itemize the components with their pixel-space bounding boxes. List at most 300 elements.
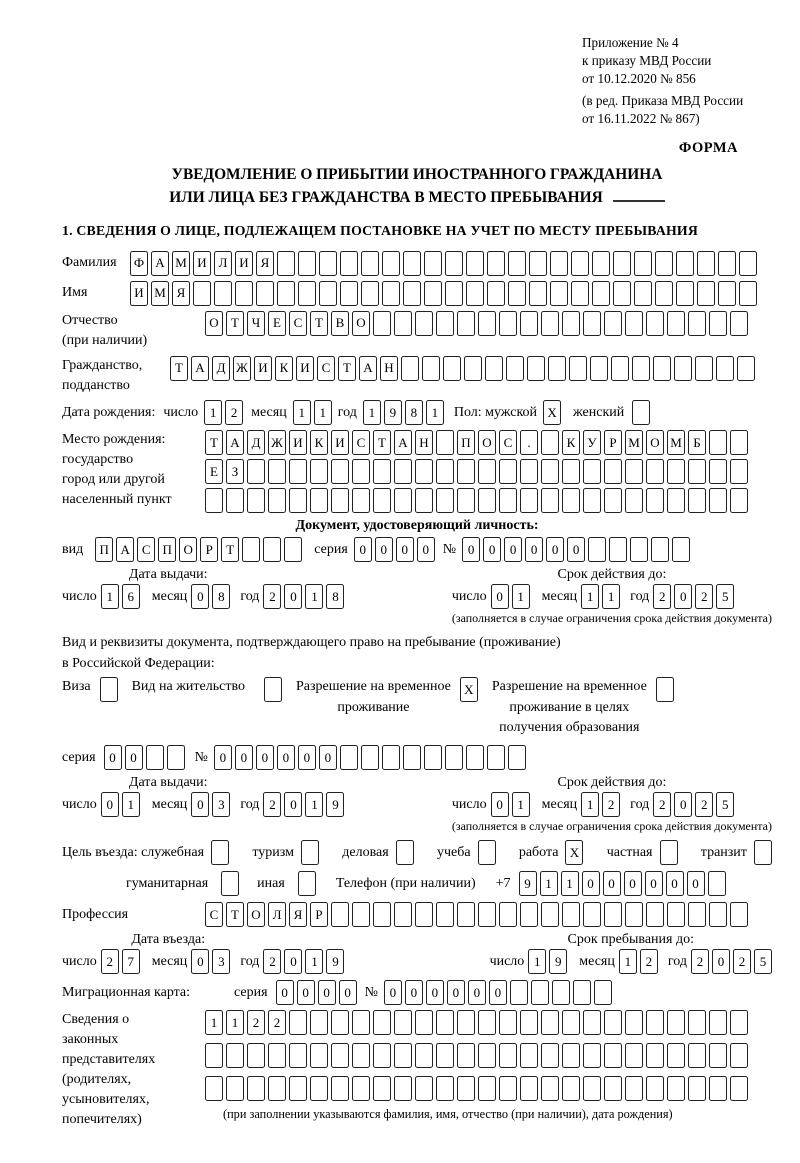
char-cell[interactable]: [520, 1043, 538, 1068]
char-cell[interactable]: 1: [226, 1010, 244, 1035]
char-cell[interactable]: [436, 1010, 454, 1035]
char-cell[interactable]: 1: [305, 584, 323, 609]
char-cell[interactable]: [277, 251, 295, 276]
char-cell[interactable]: [646, 1010, 664, 1035]
char-cell[interactable]: 0: [256, 745, 274, 770]
char-cell[interactable]: 3: [212, 949, 230, 974]
char-cell[interactable]: [242, 537, 260, 562]
char-cell[interactable]: [361, 251, 379, 276]
char-cell[interactable]: [394, 1010, 412, 1035]
char-cell[interactable]: Н: [380, 356, 398, 381]
char-cell[interactable]: [485, 356, 503, 381]
char-cell[interactable]: [436, 902, 454, 927]
char-cell[interactable]: [340, 281, 358, 306]
char-cell[interactable]: И: [296, 356, 314, 381]
char-cell[interactable]: [268, 459, 286, 484]
char-cell[interactable]: [394, 1076, 412, 1101]
char-cell[interactable]: [394, 459, 412, 484]
char-cell[interactable]: [695, 356, 713, 381]
char-cell[interactable]: [415, 902, 433, 927]
char-cell[interactable]: 0: [546, 537, 564, 562]
char-cell[interactable]: Л: [214, 251, 232, 276]
char-cell[interactable]: Д: [247, 430, 265, 455]
char-cell[interactable]: [331, 1076, 349, 1101]
char-cell[interactable]: [394, 488, 412, 513]
char-cell[interactable]: [457, 1076, 475, 1101]
char-cell[interactable]: 0: [567, 537, 585, 562]
char-cell[interactable]: 2: [695, 792, 713, 817]
char-cell[interactable]: [583, 902, 601, 927]
char-cell[interactable]: Б: [688, 430, 706, 455]
char-cell[interactable]: О: [646, 430, 664, 455]
char-cell[interactable]: С: [205, 902, 223, 927]
char-cell[interactable]: [630, 537, 648, 562]
char-cell[interactable]: 0: [491, 792, 509, 817]
char-cell[interactable]: 1: [528, 949, 546, 974]
char-cell[interactable]: [301, 840, 319, 865]
char-cell[interactable]: [718, 251, 736, 276]
char-cell[interactable]: [100, 677, 118, 702]
char-cell[interactable]: 1: [122, 792, 140, 817]
char-cell[interactable]: [709, 1043, 727, 1068]
char-cell[interactable]: X: [543, 400, 561, 425]
title-blank-line[interactable]: [613, 189, 665, 202]
char-cell[interactable]: 0: [447, 980, 465, 1005]
char-cell[interactable]: [625, 1010, 643, 1035]
char-cell[interactable]: 0: [603, 871, 621, 896]
char-cell[interactable]: 2: [101, 949, 119, 974]
char-cell[interactable]: [247, 459, 265, 484]
char-cell[interactable]: [373, 488, 391, 513]
char-cell[interactable]: П: [95, 537, 113, 562]
char-cell[interactable]: [604, 1043, 622, 1068]
char-cell[interactable]: [667, 1076, 685, 1101]
char-cell[interactable]: 0: [504, 537, 522, 562]
char-cell[interactable]: 5: [716, 792, 734, 817]
char-cell[interactable]: [394, 1043, 412, 1068]
char-cell[interactable]: [319, 281, 337, 306]
char-cell[interactable]: [646, 311, 664, 336]
char-cell[interactable]: В: [331, 311, 349, 336]
char-cell[interactable]: М: [151, 281, 169, 306]
char-cell[interactable]: [373, 1010, 391, 1035]
char-cell[interactable]: [508, 281, 526, 306]
char-cell[interactable]: Р: [200, 537, 218, 562]
char-cell[interactable]: [730, 1076, 748, 1101]
char-cell[interactable]: [289, 459, 307, 484]
char-cell[interactable]: [424, 251, 442, 276]
char-cell[interactable]: [499, 1076, 517, 1101]
char-cell[interactable]: [284, 537, 302, 562]
char-cell[interactable]: [373, 459, 391, 484]
char-cell[interactable]: 1: [305, 949, 323, 974]
char-cell[interactable]: 1: [363, 400, 381, 425]
char-cell[interactable]: [676, 251, 694, 276]
char-cell[interactable]: Р: [310, 902, 328, 927]
char-cell[interactable]: [401, 356, 419, 381]
char-cell[interactable]: С: [137, 537, 155, 562]
char-cell[interactable]: [541, 488, 559, 513]
char-cell[interactable]: [688, 488, 706, 513]
char-cell[interactable]: 1: [293, 400, 311, 425]
char-cell[interactable]: [506, 356, 524, 381]
char-cell[interactable]: 2: [268, 1010, 286, 1035]
char-cell[interactable]: [205, 1076, 223, 1101]
char-cell[interactable]: [688, 1076, 706, 1101]
char-cell[interactable]: [331, 1010, 349, 1035]
char-cell[interactable]: А: [191, 356, 209, 381]
char-cell[interactable]: 1: [540, 871, 558, 896]
char-cell[interactable]: [520, 902, 538, 927]
char-cell[interactable]: [646, 488, 664, 513]
char-cell[interactable]: [709, 1076, 727, 1101]
char-cell[interactable]: [146, 745, 164, 770]
char-cell[interactable]: [264, 677, 282, 702]
char-cell[interactable]: [487, 281, 505, 306]
char-cell[interactable]: 0: [125, 745, 143, 770]
char-cell[interactable]: [445, 251, 463, 276]
char-cell[interactable]: А: [226, 430, 244, 455]
char-cell[interactable]: [590, 356, 608, 381]
char-cell[interactable]: [548, 356, 566, 381]
char-cell[interactable]: 0: [104, 745, 122, 770]
char-cell[interactable]: Ф: [130, 251, 148, 276]
char-cell[interactable]: [361, 281, 379, 306]
char-cell[interactable]: [550, 251, 568, 276]
char-cell[interactable]: [625, 902, 643, 927]
char-cell[interactable]: [531, 980, 549, 1005]
char-cell[interactable]: И: [235, 251, 253, 276]
char-cell[interactable]: [672, 537, 690, 562]
char-cell[interactable]: О: [179, 537, 197, 562]
char-cell[interactable]: [394, 311, 412, 336]
char-cell[interactable]: [634, 281, 652, 306]
char-cell[interactable]: Я: [289, 902, 307, 927]
char-cell[interactable]: [508, 745, 526, 770]
char-cell[interactable]: [667, 902, 685, 927]
char-cell[interactable]: [667, 488, 685, 513]
char-cell[interactable]: [466, 745, 484, 770]
char-cell[interactable]: 1: [619, 949, 637, 974]
char-cell[interactable]: [573, 980, 591, 1005]
char-cell[interactable]: 1: [205, 1010, 223, 1035]
char-cell[interactable]: И: [130, 281, 148, 306]
char-cell[interactable]: [697, 281, 715, 306]
char-cell[interactable]: [331, 1043, 349, 1068]
char-cell[interactable]: 9: [549, 949, 567, 974]
char-cell[interactable]: [529, 251, 547, 276]
char-cell[interactable]: [373, 1043, 391, 1068]
char-cell[interactable]: [466, 281, 484, 306]
char-cell[interactable]: 0: [396, 537, 414, 562]
char-cell[interactable]: [583, 1076, 601, 1101]
char-cell[interactable]: [415, 1043, 433, 1068]
char-cell[interactable]: К: [310, 430, 328, 455]
char-cell[interactable]: 0: [462, 537, 480, 562]
char-cell[interactable]: [487, 251, 505, 276]
char-cell[interactable]: [478, 902, 496, 927]
char-cell[interactable]: [373, 902, 391, 927]
char-cell[interactable]: С: [499, 430, 517, 455]
char-cell[interactable]: 9: [326, 792, 344, 817]
char-cell[interactable]: [310, 459, 328, 484]
char-cell[interactable]: [634, 251, 652, 276]
char-cell[interactable]: [656, 677, 674, 702]
char-cell[interactable]: [562, 1010, 580, 1035]
char-cell[interactable]: 9: [326, 949, 344, 974]
char-cell[interactable]: [625, 488, 643, 513]
char-cell[interactable]: [226, 1043, 244, 1068]
char-cell[interactable]: Т: [226, 902, 244, 927]
char-cell[interactable]: [443, 356, 461, 381]
char-cell[interactable]: [541, 1076, 559, 1101]
char-cell[interactable]: 0: [624, 871, 642, 896]
char-cell[interactable]: 0: [277, 745, 295, 770]
char-cell[interactable]: 2: [653, 792, 671, 817]
char-cell[interactable]: [268, 1076, 286, 1101]
char-cell[interactable]: [592, 251, 610, 276]
char-cell[interactable]: 2: [247, 1010, 265, 1035]
char-cell[interactable]: [478, 1076, 496, 1101]
char-cell[interactable]: [571, 281, 589, 306]
char-cell[interactable]: 0: [674, 584, 692, 609]
char-cell[interactable]: [510, 980, 528, 1005]
char-cell[interactable]: [268, 488, 286, 513]
char-cell[interactable]: [263, 537, 281, 562]
char-cell[interactable]: [632, 400, 650, 425]
char-cell[interactable]: [655, 251, 673, 276]
char-cell[interactable]: [709, 488, 727, 513]
char-cell[interactable]: [709, 459, 727, 484]
char-cell[interactable]: [508, 251, 526, 276]
char-cell[interactable]: И: [331, 430, 349, 455]
char-cell[interactable]: [340, 745, 358, 770]
char-cell[interactable]: 0: [491, 584, 509, 609]
char-cell[interactable]: 3: [212, 792, 230, 817]
char-cell[interactable]: [382, 251, 400, 276]
char-cell[interactable]: И: [254, 356, 272, 381]
char-cell[interactable]: [247, 1076, 265, 1101]
char-cell[interactable]: [457, 459, 475, 484]
char-cell[interactable]: [310, 1010, 328, 1035]
char-cell[interactable]: [660, 840, 678, 865]
char-cell[interactable]: [457, 1043, 475, 1068]
char-cell[interactable]: 8: [405, 400, 423, 425]
char-cell[interactable]: 1: [581, 584, 599, 609]
char-cell[interactable]: [562, 488, 580, 513]
char-cell[interactable]: П: [457, 430, 475, 455]
char-cell[interactable]: [708, 871, 726, 896]
char-cell[interactable]: [478, 840, 496, 865]
char-cell[interactable]: 2: [263, 584, 281, 609]
char-cell[interactable]: [541, 1043, 559, 1068]
char-cell[interactable]: 9: [384, 400, 402, 425]
char-cell[interactable]: 5: [754, 949, 772, 974]
char-cell[interactable]: [211, 840, 229, 865]
char-cell[interactable]: 0: [489, 980, 507, 1005]
char-cell[interactable]: [688, 1010, 706, 1035]
char-cell[interactable]: 0: [426, 980, 444, 1005]
char-cell[interactable]: [499, 488, 517, 513]
char-cell[interactable]: [457, 1010, 475, 1035]
char-cell[interactable]: [478, 1043, 496, 1068]
char-cell[interactable]: [382, 281, 400, 306]
char-cell[interactable]: [709, 430, 727, 455]
char-cell[interactable]: [646, 1043, 664, 1068]
char-cell[interactable]: [352, 1043, 370, 1068]
char-cell[interactable]: 2: [263, 792, 281, 817]
char-cell[interactable]: 2: [691, 949, 709, 974]
char-cell[interactable]: 0: [339, 980, 357, 1005]
char-cell[interactable]: [718, 281, 736, 306]
char-cell[interactable]: [730, 430, 748, 455]
char-cell[interactable]: 1: [426, 400, 444, 425]
char-cell[interactable]: [422, 356, 440, 381]
char-cell[interactable]: [592, 281, 610, 306]
char-cell[interactable]: [529, 281, 547, 306]
char-cell[interactable]: О: [352, 311, 370, 336]
char-cell[interactable]: [331, 902, 349, 927]
char-cell[interactable]: 1: [602, 584, 620, 609]
char-cell[interactable]: [709, 1010, 727, 1035]
char-cell[interactable]: [487, 745, 505, 770]
char-cell[interactable]: С: [289, 311, 307, 336]
char-cell[interactable]: [289, 488, 307, 513]
char-cell[interactable]: [541, 459, 559, 484]
char-cell[interactable]: И: [289, 430, 307, 455]
char-cell[interactable]: С: [352, 430, 370, 455]
char-cell[interactable]: [277, 281, 295, 306]
char-cell[interactable]: [436, 488, 454, 513]
char-cell[interactable]: Е: [205, 459, 223, 484]
char-cell[interactable]: [352, 1010, 370, 1035]
char-cell[interactable]: [445, 281, 463, 306]
char-cell[interactable]: 1: [305, 792, 323, 817]
char-cell[interactable]: [651, 537, 669, 562]
char-cell[interactable]: 0: [645, 871, 663, 896]
char-cell[interactable]: 1: [512, 584, 530, 609]
char-cell[interactable]: [466, 251, 484, 276]
char-cell[interactable]: [613, 281, 631, 306]
char-cell[interactable]: [730, 459, 748, 484]
char-cell[interactable]: 0: [298, 745, 316, 770]
char-cell[interactable]: [268, 1043, 286, 1068]
char-cell[interactable]: П: [158, 537, 176, 562]
char-cell[interactable]: 2: [602, 792, 620, 817]
char-cell[interactable]: [382, 745, 400, 770]
char-cell[interactable]: [436, 1076, 454, 1101]
char-cell[interactable]: 0: [468, 980, 486, 1005]
char-cell[interactable]: [562, 459, 580, 484]
char-cell[interactable]: [667, 1010, 685, 1035]
char-cell[interactable]: [594, 980, 612, 1005]
char-cell[interactable]: [562, 311, 580, 336]
char-cell[interactable]: [730, 488, 748, 513]
char-cell[interactable]: [667, 311, 685, 336]
char-cell[interactable]: 0: [101, 792, 119, 817]
char-cell[interactable]: А: [116, 537, 134, 562]
char-cell[interactable]: [205, 1043, 223, 1068]
char-cell[interactable]: 0: [417, 537, 435, 562]
char-cell[interactable]: [298, 871, 316, 896]
char-cell[interactable]: .: [520, 430, 538, 455]
char-cell[interactable]: Т: [373, 430, 391, 455]
char-cell[interactable]: [310, 488, 328, 513]
char-cell[interactable]: Ж: [233, 356, 251, 381]
char-cell[interactable]: М: [625, 430, 643, 455]
char-cell[interactable]: [674, 356, 692, 381]
char-cell[interactable]: 6: [122, 584, 140, 609]
char-cell[interactable]: [527, 356, 545, 381]
char-cell[interactable]: М: [667, 430, 685, 455]
char-cell[interactable]: [310, 1076, 328, 1101]
char-cell[interactable]: [289, 1043, 307, 1068]
char-cell[interactable]: [541, 902, 559, 927]
char-cell[interactable]: [167, 745, 185, 770]
char-cell[interactable]: [214, 281, 232, 306]
char-cell[interactable]: 2: [653, 584, 671, 609]
char-cell[interactable]: 5: [716, 584, 734, 609]
char-cell[interactable]: [655, 281, 673, 306]
char-cell[interactable]: [588, 537, 606, 562]
char-cell[interactable]: [403, 745, 421, 770]
char-cell[interactable]: 2: [695, 584, 713, 609]
char-cell[interactable]: 0: [319, 745, 337, 770]
char-cell[interactable]: [331, 488, 349, 513]
char-cell[interactable]: [541, 1010, 559, 1035]
char-cell[interactable]: 1: [561, 871, 579, 896]
char-cell[interactable]: Т: [221, 537, 239, 562]
char-cell[interactable]: [730, 902, 748, 927]
char-cell[interactable]: Т: [226, 311, 244, 336]
char-cell[interactable]: [552, 980, 570, 1005]
char-cell[interactable]: М: [172, 251, 190, 276]
char-cell[interactable]: [709, 311, 727, 336]
char-cell[interactable]: С: [317, 356, 335, 381]
char-cell[interactable]: 0: [284, 584, 302, 609]
char-cell[interactable]: [562, 902, 580, 927]
char-cell[interactable]: 2: [733, 949, 751, 974]
char-cell[interactable]: [583, 488, 601, 513]
char-cell[interactable]: 0: [582, 871, 600, 896]
char-cell[interactable]: 0: [405, 980, 423, 1005]
char-cell[interactable]: [289, 1076, 307, 1101]
char-cell[interactable]: [457, 488, 475, 513]
char-cell[interactable]: О: [478, 430, 496, 455]
char-cell[interactable]: Я: [172, 281, 190, 306]
char-cell[interactable]: 0: [384, 980, 402, 1005]
char-cell[interactable]: 0: [191, 792, 209, 817]
char-cell[interactable]: 0: [318, 980, 336, 1005]
char-cell[interactable]: 0: [525, 537, 543, 562]
char-cell[interactable]: 0: [284, 792, 302, 817]
char-cell[interactable]: [739, 251, 757, 276]
char-cell[interactable]: [520, 459, 538, 484]
char-cell[interactable]: 0: [284, 949, 302, 974]
char-cell[interactable]: [289, 1010, 307, 1035]
char-cell[interactable]: [604, 311, 622, 336]
char-cell[interactable]: К: [275, 356, 293, 381]
char-cell[interactable]: [754, 840, 772, 865]
char-cell[interactable]: [457, 311, 475, 336]
char-cell[interactable]: [445, 745, 463, 770]
char-cell[interactable]: Ж: [268, 430, 286, 455]
char-cell[interactable]: [478, 459, 496, 484]
char-cell[interactable]: [361, 745, 379, 770]
char-cell[interactable]: [424, 281, 442, 306]
char-cell[interactable]: 1: [512, 792, 530, 817]
char-cell[interactable]: О: [247, 902, 265, 927]
